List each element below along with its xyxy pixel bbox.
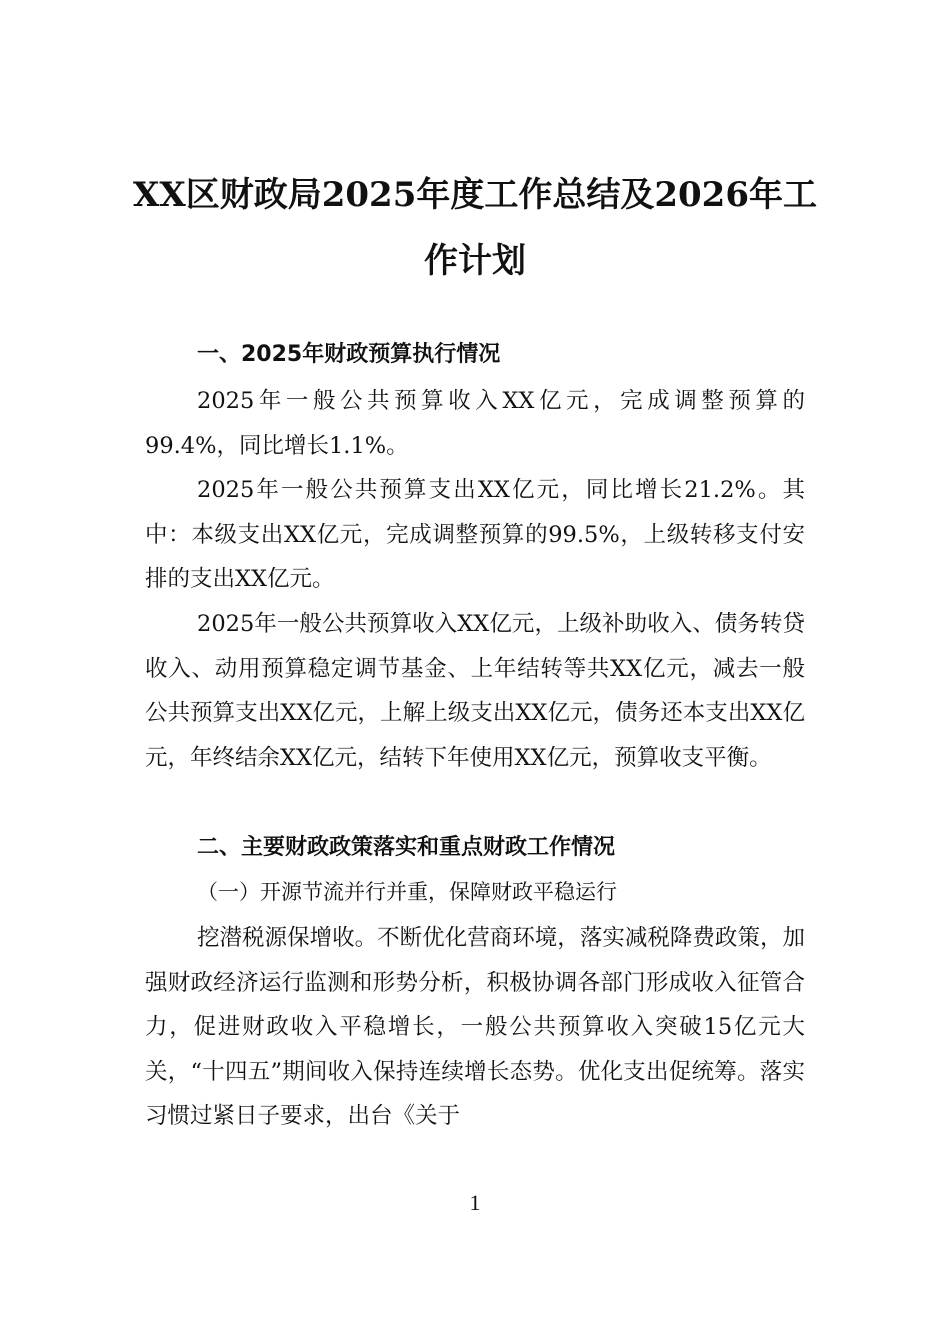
paragraph-budget-revenue: 2025年一般公共预算收入XX亿元，完成调整预算的99.4%，同比增长1.1%。 <box>145 388 805 459</box>
paragraph-revenue-measures: 挖潜税源保增收。不断优化营商环境，落实减税降费政策，加强财政经济运行监测和形势分析，积极协调各部门形成收入征管合力，促进财政收入平稳增长，一般公共预算收入突破15亿元大关，“十四五”期间收入保持连续增长态势。优化支出促统筹。落实习惯过紧日子要求，出台《关于 <box>145 925 805 1130</box>
subsection-heading-1: （一）开源节流并行并重，保障财政平稳运行 <box>197 880 617 904</box>
document-title: XX区财政局2025年度工作总结及2026年工作计划 <box>132 175 818 281</box>
section-heading-2: 二、主要财政政策落实和重点财政工作情况 <box>197 835 616 860</box>
paragraph-budget-expenditure: 2025年一般公共预算支出XX亿元，同比增长21.2%。其中：本级支出XX亿元，完成调整预算的99.5%，上级转移支付安排的支出XX亿元。 <box>145 477 805 593</box>
section-heading-1: 一、2025年财政预算执行情况 <box>197 342 501 367</box>
page-number: 1 <box>469 1190 481 1215</box>
paragraph-budget-balance: 2025年一般公共预算收入XX亿元，上级补助收入、债务转贷收入、动用预算稳定调节基金、上年结转等共XX亿元，减去一般公共预算支出XX亿元，上解上级支出XX亿元，债务还本支出XX亿元，年终结余XX亿元，结转下年使用XX亿元，预算收支平衡。 <box>145 611 805 771</box>
